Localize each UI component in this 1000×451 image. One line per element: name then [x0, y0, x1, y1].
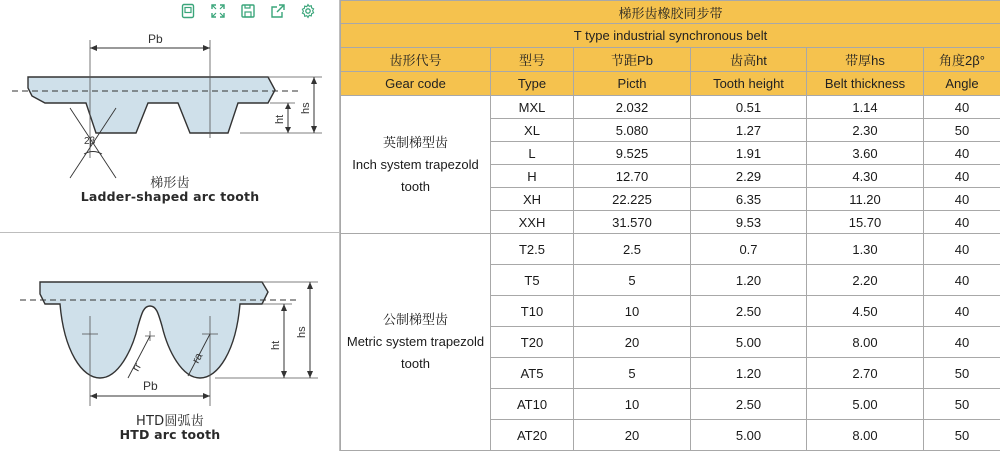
header-cn-angle: 角度2β°: [924, 48, 1000, 72]
ladder-tooth-diagram: [0, 18, 340, 193]
cell-angle: 50: [924, 358, 1000, 389]
header-cn-belt-thickness: 带厚hs: [807, 48, 924, 72]
cell-tooth-height: 2.50: [691, 389, 807, 420]
cell-angle: 40: [924, 234, 1000, 265]
cell-belt-thickness: 3.60: [807, 142, 924, 165]
cell-angle: 40: [924, 188, 1000, 211]
table-title-en: T type industrial synchronous belt: [341, 24, 1000, 48]
cell-pitch: 31.570: [574, 211, 691, 234]
htd-ht-label: ht: [270, 340, 282, 350]
ra-label: ra: [190, 351, 206, 366]
cell-belt-thickness: 2.20: [807, 265, 924, 296]
group-label-metric: [341, 234, 491, 451]
header-cn-pitch: 节距Pb: [574, 48, 691, 72]
cell-belt-thickness: 1.14: [807, 96, 924, 119]
cell-angle: 40: [924, 211, 1000, 234]
cell-pitch: 20: [574, 327, 691, 358]
group-label-metric-cn: 公制梯型齿: [382, 312, 448, 327]
header-cn-gear-code: 齿形代号: [341, 48, 491, 72]
header-en-row: [341, 72, 1000, 96]
cell-type: MXL: [491, 96, 574, 119]
figure-column: [0, 0, 340, 451]
cell-type: T20: [491, 327, 574, 358]
belt-profile: [28, 77, 275, 133]
rr-label: rr: [130, 361, 145, 374]
cell-angle: 40: [924, 96, 1000, 119]
ladder-tooth-panel: [0, 0, 340, 233]
cell-belt-thickness: 2.70: [807, 358, 924, 389]
cell-tooth-height: 2.29: [691, 165, 807, 188]
cell-belt-thickness: 4.30: [807, 165, 924, 188]
cell-tooth-height: 0.7: [691, 234, 807, 265]
cell-angle: 50: [924, 420, 1000, 451]
pb-label: Pb: [148, 32, 163, 46]
cell-tooth-height: 6.35: [691, 188, 807, 211]
cell-belt-thickness: 8.00: [807, 327, 924, 358]
cell-pitch: 2.032: [574, 96, 691, 119]
htd-belt-profile: [40, 282, 268, 378]
cell-tooth-height: 1.20: [691, 358, 807, 389]
cell-type: T10: [491, 296, 574, 327]
cell-angle: 40: [924, 296, 1000, 327]
htd-tooth-panel: [0, 234, 340, 451]
cell-belt-thickness: 4.50: [807, 296, 924, 327]
cell-belt-thickness: 2.30: [807, 119, 924, 142]
cell-angle: 40: [924, 165, 1000, 188]
cell-type: H: [491, 165, 574, 188]
cell-tooth-height: 1.91: [691, 142, 807, 165]
cell-tooth-height: 2.50: [691, 296, 807, 327]
hs-label: hs: [300, 102, 312, 114]
htd-caption-cn: HTD圆弧齿: [136, 414, 204, 429]
cell-angle: 40: [924, 265, 1000, 296]
cell-pitch: 2.5: [574, 234, 691, 265]
cell-type: AT20: [491, 420, 574, 451]
group-label-inch: [341, 96, 491, 234]
cell-belt-thickness: 1.30: [807, 234, 924, 265]
cell-pitch: 5.080: [574, 119, 691, 142]
cell-pitch: 5: [574, 265, 691, 296]
spec-table-container: [340, 0, 1000, 451]
htd-pb-label: Pb: [143, 379, 158, 393]
cell-pitch: 12.70: [574, 165, 691, 188]
header-en-type: Type: [491, 72, 574, 96]
header-en-pitch: Picth: [574, 72, 691, 96]
group-label-metric-en-2: tooth: [401, 356, 430, 371]
cell-tooth-height: 1.27: [691, 119, 807, 142]
header-en-angle: Angle: [924, 72, 1000, 96]
cell-belt-thickness: 8.00: [807, 420, 924, 451]
cell-angle: 50: [924, 119, 1000, 142]
cell-pitch: 22.225: [574, 188, 691, 211]
cell-belt-thickness: 11.20: [807, 188, 924, 211]
cell-tooth-height: 0.51: [691, 96, 807, 119]
spec-table: [340, 0, 1000, 451]
header-en-tooth-height: Tooth height: [691, 72, 807, 96]
table-title-cn-row: [341, 1, 1000, 24]
htd-tooth-diagram: [0, 256, 340, 436]
cell-angle: 40: [924, 327, 1000, 358]
cell-tooth-height: 5.00: [691, 327, 807, 358]
cell-angle: 40: [924, 142, 1000, 165]
header-cn-row: [341, 48, 1000, 72]
cell-type: XL: [491, 119, 574, 142]
cell-tooth-height: 1.20: [691, 265, 807, 296]
cell-pitch: 20: [574, 420, 691, 451]
group-label-inch-en-2: tooth: [401, 178, 430, 194]
ht-label: ht: [274, 114, 286, 124]
cell-type: T5: [491, 265, 574, 296]
cell-tooth-height: 9.53: [691, 211, 807, 234]
cell-type: AT10: [491, 389, 574, 420]
cell-belt-thickness: 5.00: [807, 389, 924, 420]
htd-caption-en: HTD arc tooth: [119, 427, 221, 442]
cell-belt-thickness: 15.70: [807, 211, 924, 234]
cell-type: T2.5: [491, 234, 574, 265]
cell-pitch: 5: [574, 358, 691, 389]
cell-type: XXH: [491, 211, 574, 234]
ladder-caption-cn: 梯形齿: [150, 176, 190, 191]
cell-pitch: 9.525: [574, 142, 691, 165]
group-label-inch-cn: 英制梯型齿: [382, 134, 448, 150]
header-en-gear-code: Gear code: [341, 72, 491, 96]
group-label-metric-en-1: Metric system trapezold: [346, 334, 485, 349]
cell-tooth-height: 5.00: [691, 420, 807, 451]
cell-type: L: [491, 142, 574, 165]
cell-pitch: 10: [574, 389, 691, 420]
table-row: [341, 234, 1000, 265]
ladder-caption-en: Ladder-shaped arc tooth: [80, 189, 260, 204]
header-cn-tooth-height: 齿高ht: [691, 48, 807, 72]
cell-type: AT5: [491, 358, 574, 389]
table-row: [341, 96, 1000, 119]
table-title-en-row: [341, 24, 1000, 48]
cell-type: XH: [491, 188, 574, 211]
header-cn-type: 型号: [491, 48, 574, 72]
group-label-inch-en-1: Inch system trapezold: [352, 156, 479, 172]
htd-hs-label: hs: [296, 326, 308, 338]
header-en-belt-thickness: Belt thickness: [807, 72, 924, 96]
table-title-cn: 梯形齿橡胶同步带: [341, 1, 1000, 24]
cell-angle: 50: [924, 389, 1000, 420]
cell-pitch: 10: [574, 296, 691, 327]
angle-label: 2β: [84, 136, 96, 147]
